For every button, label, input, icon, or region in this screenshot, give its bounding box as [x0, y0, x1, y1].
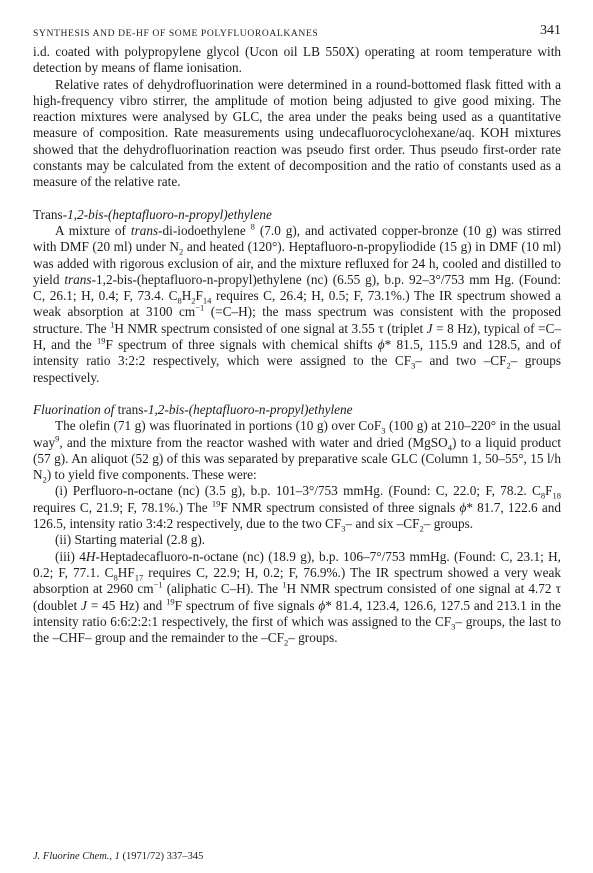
intro-paragraph-continuation: i.d. coated with polypropylene glycol (Ucon oil LB 550X) operating at room temperature with detection by means of flame ionisation.: [33, 44, 561, 76]
trans-ethylene-synthesis-paragraph: A mixture of trans-di-iodoethylene $^8$ (7.0 g), and activated copper-bronze (10 g) was stirred with DMF (20 ml) under $N_2$ and heated (120°). Heptafluoro-n-propyliodide (15 g) in DMF (10 ml) was added with rigorous exclusion of air, and the mixture refluxed for 24 h, cooled and distilled to yield trans-1,2-bis-(heptafluoro-n-propyl)ethylene (nc) (6.55 g), b.p. 92–3°/753 mm Hg. (Found: C, 26.1; H, 0.4; F, 73.4. $C_8H_2F_{14}$ requires C, 26.4; H, 0.5; F, 73.1%.) The IR spectrum showed a weak absorption at 3100 $cm^{-1}$ (=C–H); the mass spectrum was consistent with the proposed structure. The $^1$H NMR spectrum consisted of one signal at 3.55 τ (triplet J = 8 Hz), typical of =C–H, and the $^{19}$F spectrum of three signals with chemical shifts ϕ* 81.5, 115.9 and 128.5, and of intensity ratio 3:2:2 respectively, which were assigned to the $CF_3-$ and two $-CF_2-$ groups respectively.: [33, 221, 562, 385]
component-i-perfluorooctane: (i) Perfluoro-n-octane (nc) (3.5 g), b.p. 101–3°/753 mmHg. (Found: C, 22.0; F, 78.2. $C_8F_{18}$ requires C, 21.9; F, 78.1%.) The $^{19}$F NMR spectrum consisted of three signals ϕ* 81.7, 122.6 and 126.5, intensity ratio 3:4:2 respectively, due to the two $CF_3-$ and six $-CF_2-$ groups.: [33, 483, 562, 534]
reference-superscript: 8: [250, 221, 255, 232]
reference-superscript: 9: [55, 433, 60, 444]
component-iii-heptadecafluorooctane: (iii) 4H-Heptadecafluoro-n-octane (nc) (18.9 g), b.p. 106–7°/753 mmHg. (Found: C, 23.1; H, 0.2; F, 77.1. $C_8HF_{17}$ requires C, 22.9; H, 0.2; F, 76.9%.) The IR spectrum showed a very weak absorption at 2960 $cm^{-1}$ (aliphatic C–H). The $^1$H NMR spectrum consisted of one signal at 4.72 τ (doublet J = 45 Hz) and $^{19}$F spectrum of five signals ϕ* 81.4, 123.4, 126.6, 127.5 and 213.1 in the intensity ratio 6:6:2:2:1 respectively, the first of which was assigned to the $CF_3-$ groups, the last to the –CHF– group and the remainder to the $-CF_2-$ groups.: [33, 548, 562, 648]
page-number: 341: [540, 23, 561, 38]
section-heading-fluorination: Fluorination of trans-1,2-bis-(heptafluoro-n-propyl)ethylene: [33, 401, 353, 417]
journal-footer: J. Fluorine Chem., 1 (1971/72) 337–345: [33, 851, 204, 862]
rate-measurement-paragraph: Relative rates of dehydrofluorination were determined in a round-bottomed flask fitted with a high-frequency vibro stirrer, the amplitude of motion being adjusted to give good mixing. The reaction mixtures were analysed by GLC, the area under the peaks being used as a quantitative measure of composition. Rate measurements using undecafluorocyclohexane/aq. KOH mixtures showed that the dehydrofluorination reaction was pseudo first order. Thus pseudo first-order rate constants may be calculated from the extent of decomposition and the ratio of constants used as a measure of the relative rate.: [33, 76, 561, 190]
fluorination-paragraph: The olefin (71 g) was fluorinated in portions (10 g) over CoF$_3$ (100 g) at 210–220° in the usual way$^9$, and the mixture from the reactor washed with water and dried (MgSO$_4$) to a liquid product (57 g). An aliquot (52 g) of this was separated by preparative scale GLC (Column 1, 50–55°, 15 l/h $N_2$) to yield five components. These were:: [33, 418, 562, 485]
volume-number: 1: [114, 851, 120, 862]
section-heading-trans-ethylene: Trans-1,2-bis-(heptafluoro-n-propyl)ethylene: [33, 206, 272, 222]
component-ii-starting-material: (ii) Starting material (2.8 g).: [55, 532, 206, 548]
running-header: [33, 22, 561, 44]
journal-page: [33, 22, 561, 646]
running-title: SYNTHESIS AND DE-HF OF SOME POLYFLUOROALKANES: [33, 28, 319, 39]
